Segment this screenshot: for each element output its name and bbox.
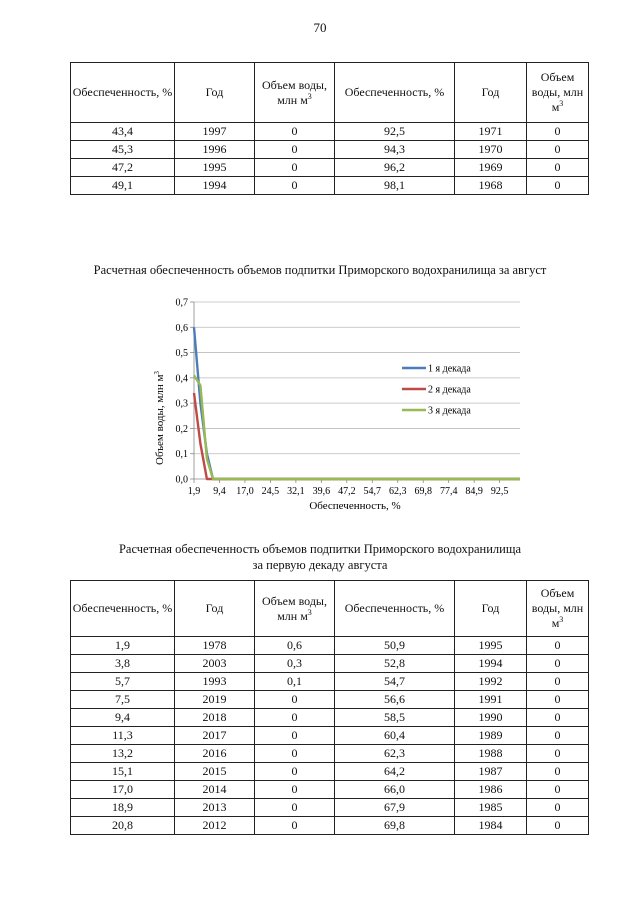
cell-probability: 7,5 (71, 691, 175, 709)
y-tick-label: 0,5 (175, 348, 188, 360)
cell-year: 1991 (455, 691, 527, 709)
x-tick-label: 62,3 (389, 486, 407, 497)
cell-year: 1969 (455, 159, 527, 177)
cell-volume: 0 (527, 781, 589, 799)
cell-probability: 64,2 (335, 763, 455, 781)
cell-probability: 50,9 (335, 637, 455, 655)
table-row (71, 141, 589, 159)
cell-volume: 0 (255, 817, 335, 835)
header-year: Год (455, 581, 527, 637)
cell-volume: 0 (255, 691, 335, 709)
cell-year: 1992 (455, 673, 527, 691)
cell-volume: 0 (255, 177, 335, 195)
cell-year: 1989 (455, 727, 527, 745)
chart-title: Расчетная обеспеченность объемов подпитки Приморского водохранилища за август (93, 263, 547, 277)
cell-year: 2015 (175, 763, 255, 781)
cell-probability: 20,8 (71, 817, 175, 835)
x-tick-label: 69,8 (414, 486, 432, 497)
series-line-3 (194, 375, 520, 479)
cell-year: 1971 (455, 123, 527, 141)
table-header-row (71, 63, 589, 123)
cell-volume: 0,6 (255, 637, 335, 655)
cell-year: 1984 (455, 817, 527, 835)
cell-volume: 0 (527, 817, 589, 835)
header-year: Год (175, 581, 255, 637)
cell-volume: 0 (255, 123, 335, 141)
header-year: Год (175, 63, 255, 123)
cell-probability: 96,2 (335, 159, 455, 177)
cell-probability: 67,9 (335, 799, 455, 817)
cell-probability: 47,2 (71, 159, 175, 177)
x-tick-label: 54,7 (363, 486, 382, 497)
y-tick-label: 0,6 (175, 322, 188, 334)
cell-volume: 0 (255, 727, 335, 745)
cell-probability: 1,9 (71, 637, 175, 655)
cell-volume: 0 (255, 781, 335, 799)
header-probability: Обеспеченность, % (71, 581, 175, 637)
header-year: Год (455, 63, 527, 123)
legend-label: 2 я декада (428, 384, 471, 396)
cell-volume: 0 (255, 709, 335, 727)
supply-table-upper (70, 62, 589, 195)
cell-volume: 0 (255, 799, 335, 817)
cell-probability: 58,5 (335, 709, 455, 727)
x-tick-label: 39,6 (312, 486, 331, 497)
table-row (71, 655, 589, 673)
cell-probability: 11,3 (71, 727, 175, 745)
x-axis-label: Обеспеченность, % (309, 500, 401, 512)
cell-volume: 0,3 (255, 655, 335, 673)
table-row (71, 709, 589, 727)
cell-probability: 60,4 (335, 727, 455, 745)
table-caption-line: Расчетная обеспеченность объемов подпитки Приморского водохранилища (118, 542, 522, 556)
x-tick-label: 32,1 (287, 486, 305, 497)
cell-year: 1994 (175, 177, 255, 195)
cell-year: 1988 (455, 745, 527, 763)
cell-year: 1987 (455, 763, 527, 781)
supply-chart (150, 290, 530, 520)
cell-probability: 69,8 (335, 817, 455, 835)
table-row (71, 781, 589, 799)
cell-probability: 52,8 (335, 655, 455, 673)
cell-year: 1997 (175, 123, 255, 141)
legend-label: 1 я декада (428, 363, 471, 375)
cell-probability: 49,1 (71, 177, 175, 195)
y-tick-label: 0,4 (175, 373, 188, 385)
cell-volume: 0 (527, 655, 589, 673)
legend-label: 3 я декада (428, 405, 471, 417)
cell-year: 1995 (455, 637, 527, 655)
table-caption (0, 541, 640, 573)
cell-probability: 94,3 (335, 141, 455, 159)
cell-volume: 0 (255, 763, 335, 781)
table-row (71, 745, 589, 763)
x-tick-label: 9,4 (213, 486, 226, 497)
cell-volume: 0 (527, 637, 589, 655)
y-axis-label: Объем воды, млн $м^3$ (153, 371, 166, 465)
cell-volume: 0 (527, 691, 589, 709)
cell-year: 1990 (455, 709, 527, 727)
header-volume: Объем воды, млн $м^3$ (255, 581, 335, 637)
cell-year: 2003 (175, 655, 255, 673)
cell-year: 2012 (175, 817, 255, 835)
cell-year: 1985 (455, 799, 527, 817)
y-tick-label: 0,1 (175, 449, 188, 461)
x-tick-label: 47,2 (338, 486, 356, 497)
cell-year: 1995 (175, 159, 255, 177)
cell-probability: 54,7 (335, 673, 455, 691)
cell-probability: 56,6 (335, 691, 455, 709)
table-row (71, 637, 589, 655)
table-row (71, 727, 589, 745)
header-volume: Объем воды, млн $м^3$ (527, 581, 589, 637)
x-tick-label: 17,0 (236, 486, 254, 497)
cell-volume: 0 (527, 123, 589, 141)
cell-probability: 66,0 (335, 781, 455, 799)
cell-year: 2016 (175, 745, 255, 763)
table-row (71, 123, 589, 141)
cell-year: 2017 (175, 727, 255, 745)
cell-volume: 0 (527, 709, 589, 727)
cell-probability: 13,2 (71, 745, 175, 763)
cell-year: 2018 (175, 709, 255, 727)
table-caption-line: за первую декаду августа (252, 558, 388, 572)
cell-probability: 45,3 (71, 141, 175, 159)
x-tick-label: 77,4 (439, 486, 458, 497)
cell-volume: 0 (255, 141, 335, 159)
cell-volume: 0 (527, 177, 589, 195)
table-row (71, 763, 589, 781)
cell-year: 1986 (455, 781, 527, 799)
cell-volume: 0 (527, 727, 589, 745)
header-volume: Объем воды, млн $м^3$ (527, 63, 589, 123)
cell-probability: 92,5 (335, 123, 455, 141)
cell-year: 2013 (175, 799, 255, 817)
table-row (71, 817, 589, 835)
header-probability: Обеспеченность, % (335, 581, 455, 637)
cell-probability: 43,4 (71, 123, 175, 141)
cell-year: 1978 (175, 637, 255, 655)
cell-volume: 0,1 (255, 673, 335, 691)
cell-volume: 0 (527, 159, 589, 177)
cell-probability: 5,7 (71, 673, 175, 691)
cell-probability: 3,8 (71, 655, 175, 673)
cell-volume: 0 (527, 763, 589, 781)
y-tick-label: 0,7 (175, 297, 188, 309)
cell-volume: 0 (255, 159, 335, 177)
cell-probability: 98,1 (335, 177, 455, 195)
table-row (71, 691, 589, 709)
cell-year: 1994 (455, 655, 527, 673)
header-probability: Обеспеченность, % (335, 63, 455, 123)
cell-volume: 0 (527, 799, 589, 817)
cell-probability: 9,4 (71, 709, 175, 727)
cell-probability: 62,3 (335, 745, 455, 763)
cell-volume: 0 (255, 745, 335, 763)
cell-probability: 17,0 (71, 781, 175, 799)
table-row (71, 799, 589, 817)
cell-year: 1968 (455, 177, 527, 195)
page-number: 70 (313, 20, 327, 35)
cell-volume: 0 (527, 141, 589, 159)
x-tick-label: 24,5 (261, 486, 280, 497)
header-probability: Обеспеченность, % (71, 63, 175, 123)
table-row (71, 159, 589, 177)
header-volume: Объем воды, млн $м^3$ (255, 63, 335, 123)
cell-year: 2014 (175, 781, 255, 799)
cell-year: 1996 (175, 141, 255, 159)
y-tick-label: 0,2 (175, 423, 188, 435)
cell-volume: 0 (527, 745, 589, 763)
table-row (71, 673, 589, 691)
y-tick-label: 0,3 (175, 398, 188, 410)
supply-table-first-decade (70, 580, 589, 835)
x-tick-label: 84,9 (465, 486, 483, 497)
x-tick-label: 92,5 (490, 486, 509, 497)
cell-volume: 0 (527, 673, 589, 691)
cell-year: 1970 (455, 141, 527, 159)
table-row (71, 177, 589, 195)
cell-probability: 15,1 (71, 763, 175, 781)
series-line-2 (194, 393, 520, 479)
cell-year: 2019 (175, 691, 255, 709)
table-header-row (71, 581, 589, 637)
y-tick-label: 0,0 (175, 474, 188, 486)
cell-probability: 18,9 (71, 799, 175, 817)
cell-year: 1993 (175, 673, 255, 691)
x-tick-label: 1,9 (187, 486, 201, 497)
